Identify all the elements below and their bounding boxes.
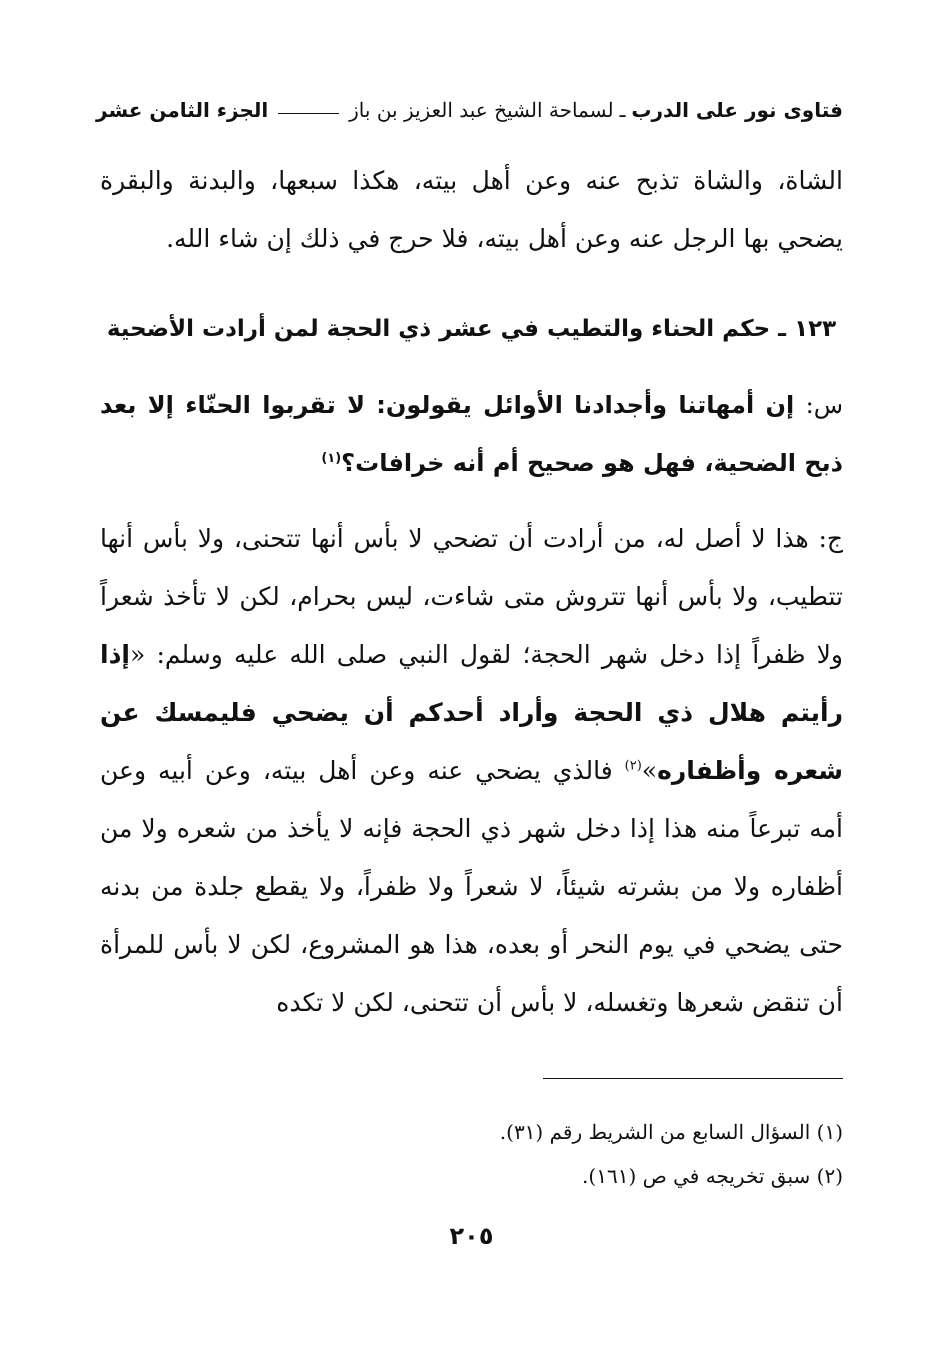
hadith-quote-close: »: [641, 756, 658, 785]
answer-text-before: هذا لا أصل له، من أرادت أن تضحي لا بأس أنها تتحنى، ولا بأس أنها تتطيب، ولا بأس أنها تتروش متى شاءت، ليس بحرام، لكن لا تأخذ شعراً ولا ظفراً إذا دخل شهر الحجة؛ لقول النبي صلى الله عليه وسلم: «: [100, 524, 843, 669]
header-separator: ـ: [619, 98, 626, 122]
page-number: ٢٠٥: [449, 1222, 494, 1250]
question-label: س:: [805, 391, 844, 419]
answer-footnote-ref: (٢): [624, 758, 642, 774]
answer-label: ج:: [818, 524, 843, 553]
section-title: ١٢٣ ـ حكم الحناء والتطيب في عشر ذي الحجة لمن أرادت الأضحية: [106, 316, 837, 342]
hadith-quote: إذا رأيتم هلال ذي الحجة وأراد أحدكم أن يضحي فليمسك عن شعره وأظفاره: [100, 640, 843, 785]
header-rule: [278, 113, 339, 114]
footnotes: [100, 1110, 843, 1198]
footnote-1: (١) السؤال السابع من الشريط رقم (٣١).: [499, 1120, 843, 1144]
book-title: فتاوى نور على الدرب: [631, 98, 843, 122]
author-name: لسماحة الشيخ عبد العزيز بن باز: [349, 98, 614, 122]
footnote-2: (٢) سبق تخريجه في ص (١٦١).: [582, 1164, 843, 1188]
question-text: إن أمهاتنا وأجدادنا الأوائل يقولون: لا تقربوا الحنّاء إلا بعد ذبح الضحية، فهل هو صحيح أم أنه خرافات؟: [100, 391, 843, 477]
intro-paragraph: [100, 152, 843, 268]
running-header: [96, 92, 843, 128]
answer-paragraph: [100, 510, 843, 1032]
footnote-rule: [543, 1078, 843, 1079]
question-paragraph: [100, 376, 843, 492]
answer-text-after: فالذي يضحي عنه وعن أهل بيته، وعن أبيه وعن أمه تبرعاً منه هذا إذا دخل شهر ذي الحجة فإنه لا يأخذ من شعره ولا من أظفاره ولا من بشرته شيئاً، لا شعراً ولا ظفراً، ولا يقطع جلدة من بدنه حتى يضحي في يوم النحر أو بعده، هذا هو المشروع، لكن لا بأس للمرأة أن تنقض شعرها وتغسله، لا بأس أن تتحنى، لكن لا تكده: [100, 756, 843, 1017]
volume-label: الجزء الثامن عشر: [96, 98, 269, 122]
question-footnote-ref: (١): [321, 451, 342, 466]
intro-text: الشاة، والشاة تذبح عنه وعن أهل بيته، هكذا سبعها، والبدنة والبقرة يضحي بها الرجل عنه وعن أهل بيته، فلا حرج في ذلك إن شاء الله.: [100, 166, 843, 253]
